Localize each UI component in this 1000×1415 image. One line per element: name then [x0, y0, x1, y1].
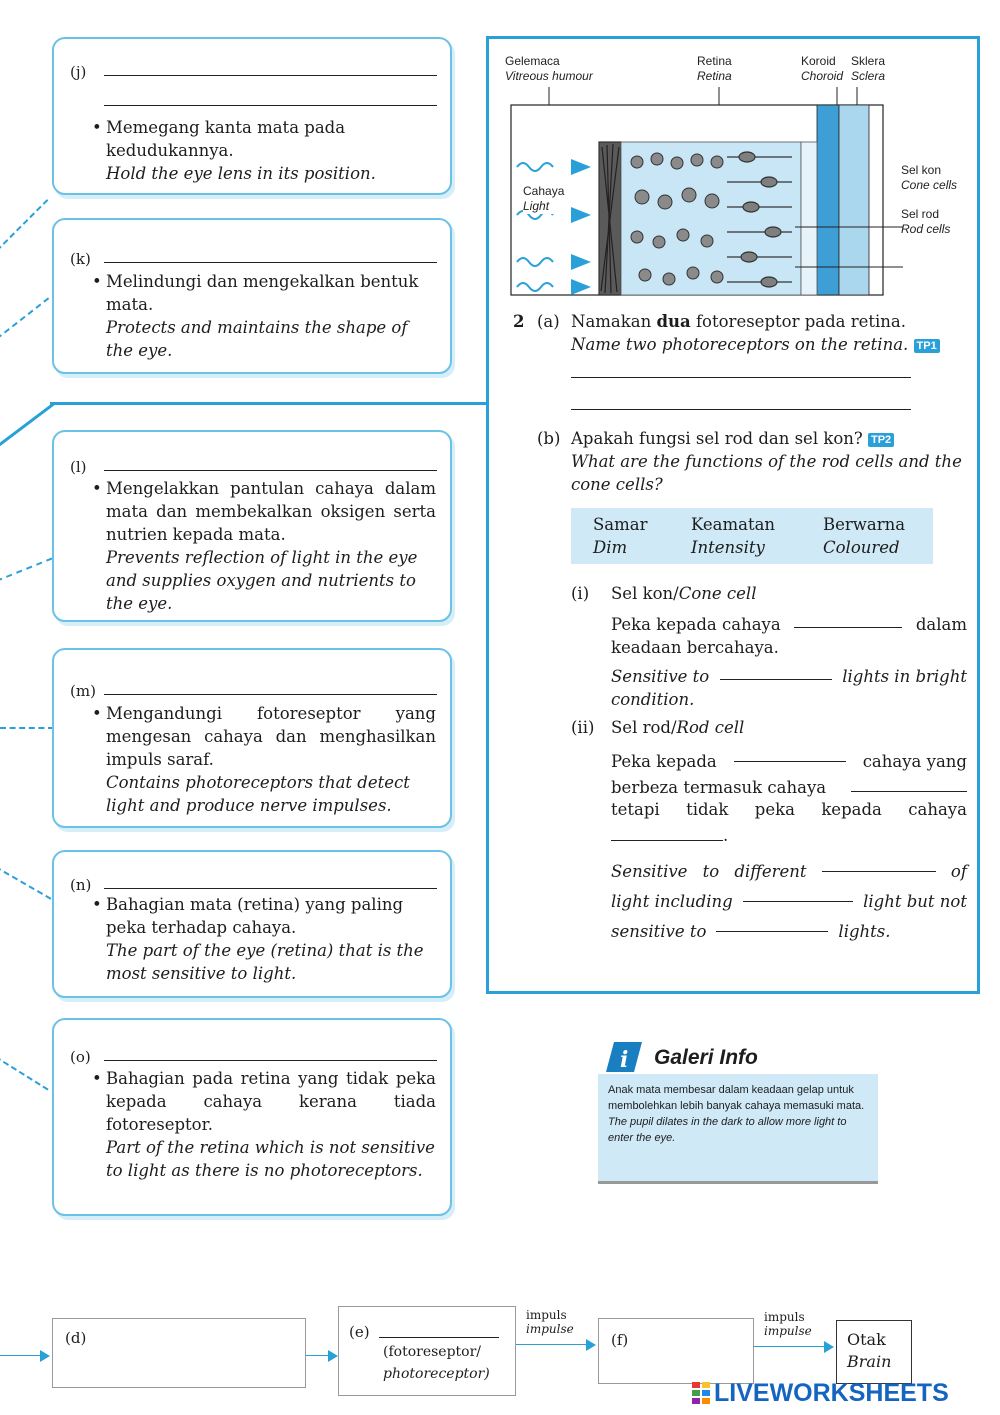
- card-text-ms-o: • Bahagian pada retina yang tidak peka kepada cahaya kerana tiada fotoreseptor.: [106, 1067, 436, 1136]
- word-bank: [571, 508, 933, 564]
- q2a-label: (a): [537, 312, 560, 331]
- card-j: [52, 37, 452, 195]
- card-text-en-n: The part of the eye (retina) that is the most sensitive to light.: [106, 941, 424, 983]
- q2b-label: (b): [537, 429, 561, 448]
- card-text-en-l: Prevents reflection of light in the eye and supplies oxygen and nutrients to the eye.: [106, 548, 418, 613]
- word-coloured: Berwarna Coloured: [823, 515, 906, 557]
- blank-ii-ms-2[interactable]: [851, 777, 967, 792]
- q2bi-en: Sensitive to lights in bright condition.: [611, 667, 967, 709]
- galeri-info: [598, 1040, 878, 1190]
- galeri-body: Anak mata membesar dalam keadaan gelap untuk membolehkan lebih banyak cahaya memasuki mata. The pupil dilates in the dark to allow more light to enter the eye.: [598, 1074, 878, 1184]
- label-cahaya: Cahaya Light: [523, 184, 565, 213]
- blank-i-en[interactable]: [720, 665, 832, 680]
- card-label-o: (o): [70, 1048, 91, 1066]
- flow-box-e[interactable]: [338, 1306, 516, 1396]
- flow-arrowhead-de: [328, 1350, 338, 1362]
- answer-line-j2[interactable]: [104, 105, 437, 106]
- answer-line-k[interactable]: [104, 262, 437, 263]
- q2bi-ms: Peka kepada cahaya dalam keadaan bercahaya.: [611, 615, 967, 657]
- leader-line-l: [0, 558, 52, 582]
- tp1-badge: TP1: [914, 339, 940, 353]
- word-dim: Samar Dim: [593, 515, 648, 557]
- flow-box-brain: [836, 1320, 912, 1384]
- leader-line-j: [0, 199, 48, 251]
- q2a-text: Namakan dua fotoreseptor pada retina. Name two photoreceptors on the retina. TP1: [571, 310, 971, 356]
- svg-text:i: i: [620, 1047, 629, 1073]
- flow-label-d: (d): [65, 1329, 87, 1347]
- card-label-m: (m): [70, 682, 96, 700]
- leader-line-o: [0, 1056, 49, 1091]
- blank-i-ms[interactable]: [794, 613, 902, 628]
- label-koroid: Koroid Choroid: [801, 54, 844, 83]
- q2b-text: Apakah fungsi sel rod dan sel kon? TP2 What are the functions of the rod cells and the cone cells?: [571, 429, 962, 494]
- answer-line-n[interactable]: [104, 888, 437, 889]
- answer-line-2a-2[interactable]: [571, 409, 911, 410]
- card-text-ms-n: • Bahagian mata (retina) yang paling peka terhadap cahaya.: [106, 893, 436, 939]
- leader-line-m: [0, 727, 54, 729]
- label-sel-kon: Sel kon Cone cells: [901, 163, 958, 192]
- card-label-j: (j): [70, 63, 87, 81]
- flow-arrowhead-ef: [586, 1339, 596, 1351]
- flow-box-d[interactable]: [52, 1318, 306, 1388]
- card-label-k: (k): [70, 250, 91, 268]
- card-text-ms-m: • Mengandungi fotoreseptor yang mengesan cahaya dan menghasilkan impuls saraf.: [106, 702, 436, 771]
- flow-brain-label: Otak Brain: [847, 1330, 892, 1371]
- card-label-n: (n): [70, 876, 92, 894]
- card-text-en-m: Contains photoreceptors that detect light and produce nerve impulses.: [106, 773, 410, 815]
- blank-ii-en-2[interactable]: [743, 887, 853, 902]
- card-l: [52, 430, 452, 622]
- card-k: [52, 218, 452, 374]
- answer-line-2a-1[interactable]: [571, 377, 911, 378]
- flow-arrow-fo: [754, 1346, 826, 1347]
- tp2-badge: TP2: [868, 433, 894, 447]
- flow-arrowhead-in: [40, 1350, 50, 1362]
- leader-line-k: [0, 297, 49, 339]
- q2bi-title: Sel kon/Cone cell: [611, 584, 757, 603]
- flow-arrow-de: [306, 1355, 330, 1356]
- card-m: [52, 648, 452, 828]
- q2-number: 2: [513, 312, 525, 331]
- blank-ii-ms-3[interactable]: [611, 826, 723, 841]
- flow-arrowhead-fo: [824, 1341, 834, 1353]
- card-label-l: (l): [70, 458, 87, 476]
- q2bii-en: Sensitive to different of light including light but not sensitive to lights.: [611, 857, 967, 947]
- answer-line-e[interactable]: [379, 1337, 499, 1338]
- connector-line-diagonal: [0, 402, 56, 453]
- connector-line-horizontal: [50, 402, 488, 405]
- leader-line-n: [0, 866, 51, 900]
- info-icon: [604, 1040, 644, 1074]
- flow-e-sub: (fotoreseptor/ photoreceptor): [383, 1344, 490, 1382]
- flow-arrow-in: [0, 1355, 44, 1356]
- label-gelemaca: Gelemaca Vitreous humour: [505, 54, 593, 83]
- blank-ii-en-3[interactable]: [716, 917, 828, 932]
- card-text-ms-k: • Melindungi dan mengekalkan bentuk mata.: [106, 270, 436, 316]
- card-o: [52, 1018, 452, 1216]
- flow-box-f[interactable]: [598, 1318, 754, 1384]
- word-intensity: Keamatan Intensity: [691, 515, 776, 557]
- liveworksheets-logo-icon: [692, 1382, 712, 1406]
- label-sklera: Sklera Sclera: [851, 54, 886, 83]
- flow-impulse-label-2: impuls impulse: [764, 1310, 812, 1338]
- flow-arrow-ef: [516, 1344, 588, 1345]
- flow-label-e: (e): [349, 1323, 370, 1341]
- q2bi-label: (i): [571, 584, 590, 603]
- card-text-en-j: Hold the eye lens in its position.: [106, 164, 376, 183]
- retina-diagram: [507, 87, 967, 297]
- blank-ii-en-1[interactable]: [822, 857, 936, 872]
- card-text-en-k: Protects and maintains the shape of the eye.: [106, 318, 408, 360]
- card-text-ms-j: • Memegang kanta mata pada kedudukannya.: [106, 116, 436, 162]
- q2bii-title: Sel rod/Rod cell: [611, 718, 745, 737]
- q2bii-ms: Peka kepada cahaya yang berbeza termasuk cahaya tetapi tidak peka kepada cahaya .: [611, 747, 967, 851]
- answer-line-j1[interactable]: [104, 75, 437, 76]
- retina-question-panel: [486, 36, 980, 994]
- flow-label-f: (f): [611, 1331, 629, 1349]
- answer-line-m[interactable]: [104, 694, 437, 695]
- label-retina: Retina Retina: [697, 54, 732, 83]
- liveworksheets-logo: [692, 1378, 992, 1410]
- flow-impulse-label-1: impuls impulse: [526, 1308, 574, 1336]
- card-n: [52, 850, 452, 998]
- galeri-title: Galeri Info: [654, 1046, 758, 1069]
- blank-ii-ms-1[interactable]: [734, 747, 846, 762]
- liveworksheets-text: LIVEWORKSHEETS: [714, 1379, 949, 1407]
- q2bii-label: (ii): [571, 718, 595, 737]
- label-sel-rod: Sel rod Rod cells: [901, 207, 951, 236]
- card-text-ms-l: • Mengelakkan pantulan cahaya dalam mata dan membekalkan oksigen serta nutrien kepada mata.: [106, 477, 436, 546]
- answer-line-o[interactable]: [104, 1060, 437, 1061]
- answer-line-l[interactable]: [104, 470, 437, 471]
- nerve-fibre-layer: [599, 142, 621, 295]
- card-text-en-o: Part of the retina which is not sensitive to light as there is no photoreceptors.: [106, 1138, 435, 1180]
